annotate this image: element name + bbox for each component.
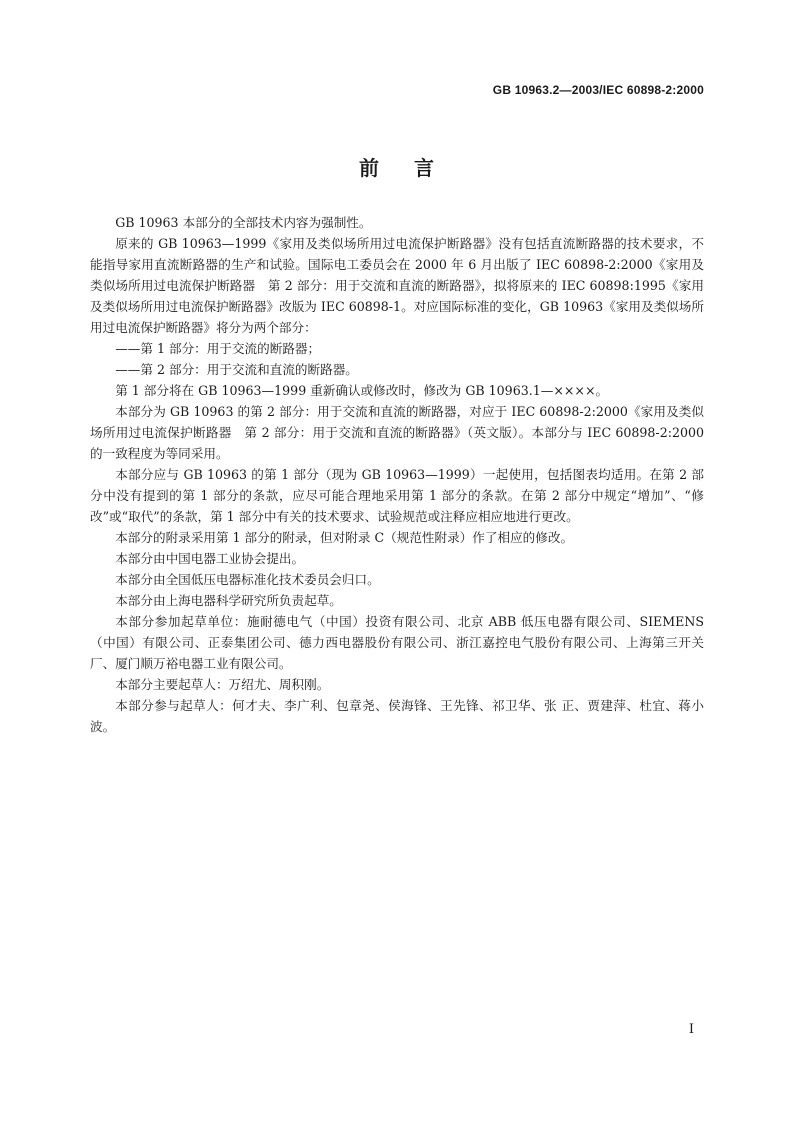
paragraph-list-part1: ——第 1 部分：用于交流的断路器； <box>115 341 321 356</box>
paragraph-annex: 本部分的附录采用第 1 部分的附录，但对附录 C（规范性附录）作了相应的修改。 <box>115 530 574 545</box>
title-char-2: 言 <box>414 156 435 180</box>
standard-code-header: GB 10963.2—2003/IEC 60898-2:2000 <box>492 83 704 97</box>
paragraph-list-part2: ——第 2 部分：用于交流和直流的断路器。 <box>115 362 358 377</box>
page-number: I <box>688 1022 694 1037</box>
title-char-1: 前 <box>359 156 380 180</box>
paragraph-contributing-drafters: 本部分参与起草人：何才夫、李广利、包章尧、侯海锋、王先锋、祁卫华、张 正、贾建萍、杜宜、蒋小波。 <box>90 698 704 734</box>
paragraph-part1-revision: 第 1 部分将在 GB 10963—1999 重新确认或修改时，修改为 GB 10963.1—××××。 <box>115 383 609 398</box>
paragraph-usage: 本部分应与 GB 10963 的第 1 部分（现为 GB 10963—1999）一起使用，包括图表均适用。在第 2 部分中没有提到的第 1 部分的条款，应尽可能合理地采用第 1 部分的条款。在第 2 部分中规定“增加”、“修改”或“取代”的条款，第 1 部分中有关的技术要求、试验规范或注释应相应地进行更改。 <box>90 467 704 524</box>
page-title <box>0 152 794 181</box>
paragraph-managed-by: 本部分由全国低压电器标准化技术委员会归口。 <box>115 572 380 587</box>
paragraph-correspondence: 本部分为 GB 10963 的第 2 部分：用于交流和直流的断路器，对应于 IEC 60898-2:2000《家用及类似场所用过电流保护断路器 第 2 部分：用于交流和直流的断路器》（英文版）。本部分与 IEC 60898-2:2000 的一致程度为等同采用。 <box>90 404 704 461</box>
paragraph-drafted-by: 本部分由上海电器科学研究所负责起草。 <box>115 593 342 608</box>
foreword-body <box>90 212 704 737</box>
paragraph-participating-units: 本部分参加起草单位：施耐德电气（中国）投资有限公司、北京 ABB 低压电器有限公司、SIEMENS（中国）有限公司、正泰集团公司、德力西电器股份有限公司、浙江嘉控电气股份有限公司、上海第三开关厂、厦门顺万裕电器工业有限公司。 <box>90 614 704 671</box>
paragraph-proposed-by: 本部分由中国电器工业协会提出。 <box>115 551 305 566</box>
paragraph-main-drafters: 本部分主要起草人：万绍尤、周积刚。 <box>115 677 330 692</box>
paragraph-mandatory-note: GB 10963 本部分的全部技术内容为强制性。 <box>115 215 372 230</box>
paragraph-background: 原来的 GB 10963—1999《家用及类似场所用过电流保护断路器》没有包括直流断路器的技术要求，不能指导家用直流断路器的生产和试验。国际电工委员会在 2000 年 6 月出版了 IEC 60898-2:2000《家用及类似场所用过电流保护断路器 第 2 部分：用于交流和直流的断路器》，拟将原来的 IEC 60898:1995《家用及类似场所用过电流保护断路器》改版为 IEC 60898-1。对应国际标准的变化，GB 10963《家用及类似场所用过电流保护断路器》将分为两个部分： <box>90 236 704 335</box>
